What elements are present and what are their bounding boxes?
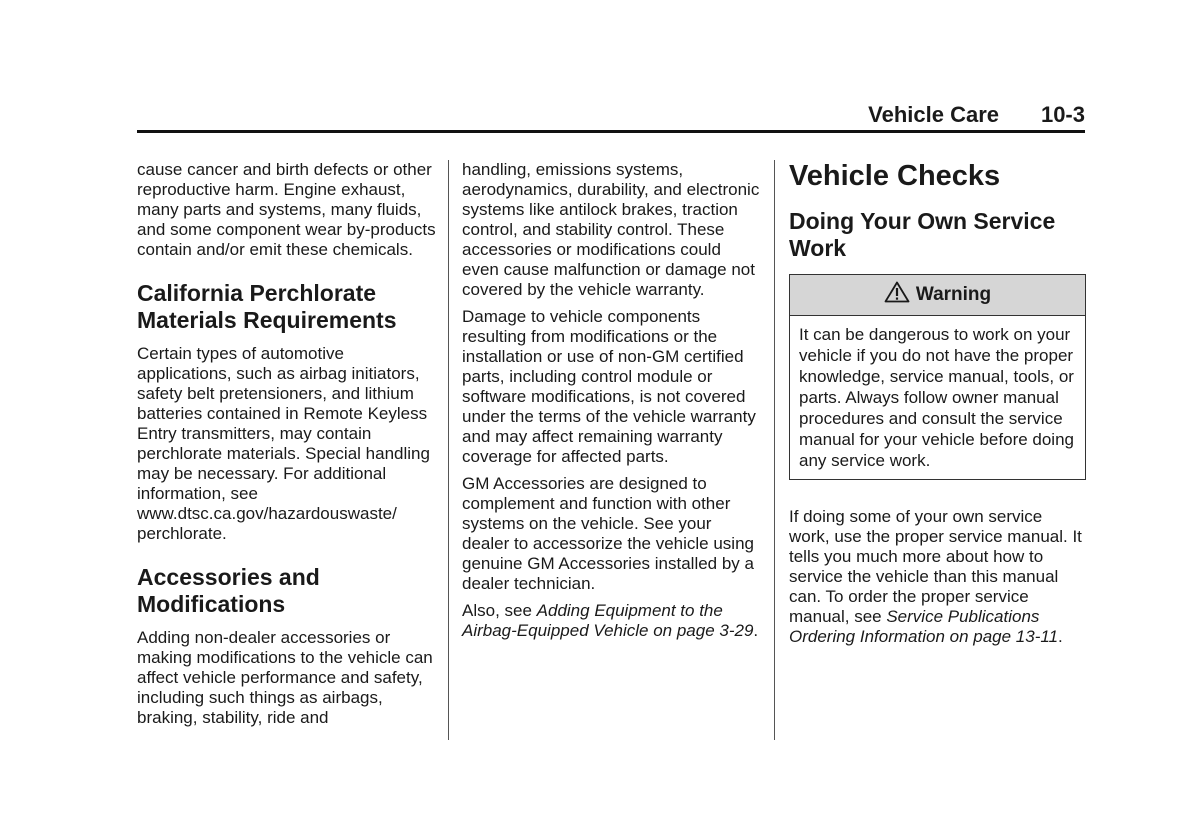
section-title: Vehicle Care (868, 102, 999, 127)
page-header (137, 100, 1085, 133)
cross-reference-link[interactable]: Service Publications Ordering Information on page 13-11 (789, 607, 1059, 646)
paragraph: GM Accessories are designed to complement and function with other systems on the vehicle. See your dealer to accessorize the vehicle using genuine GM Accessories installed by a dealer technician. (462, 474, 754, 593)
column-right (789, 160, 1086, 654)
warning-text: It can be dangerous to work on your vehicle if you do not have the proper knowledge, service manual, tools, or parts. Always follow owner manual procedures and consult the service manual for your vehicle before doing any service work. (799, 325, 1074, 470)
cross-reference-link[interactable]: Adding Equipment to the Airbag-Equipped Vehicle on page 3-29 (462, 601, 754, 640)
warning-box (789, 274, 1086, 480)
paragraph (462, 601, 762, 641)
paragraph: Adding non-dealer accessories or making modifications to the vehicle can affect vehicle performance and safety, including such things as airbags, braking, stability, ride and (137, 628, 433, 727)
column-left (137, 160, 437, 735)
paragraph: Damage to vehicle components resulting from modifications or the installation or use of non-GM certified parts, including control module or software modifications, is not covered under the terms of the vehicle warranty and may affect remaining warranty coverage for affected parts. (462, 307, 756, 466)
warning-body (790, 316, 1085, 479)
warning-triangle-icon (884, 281, 910, 309)
text: . (753, 621, 759, 640)
text: If doing some of your own service work, use the proper service manual. It tells you much more about how to service the vehicle than this manual can. To order the proper service manual, see (789, 507, 1082, 626)
heading-accessories: Accessories and Modifications (137, 564, 320, 617)
page-number: 10-3 (1040, 102, 1085, 127)
paragraph: cause cancer and birth defects or other reproductive harm. Engine exhaust, many parts and systems, many fluids, and some component wear by-products contain and/or emit these chemicals. (137, 160, 436, 259)
heading-perchlorate: California Perchlorate Materials Requirements (137, 280, 397, 333)
column-middle (462, 160, 762, 648)
warning-title: Warning (915, 284, 992, 305)
heading-vehicle-checks: Vehicle Checks (789, 160, 1001, 192)
column-divider (448, 160, 449, 740)
paragraph: Certain types of automotive applications, such as airbag initiators, safety belt pretensioners, and lithium batteries contained in Remote Keyless Entry transmitters, may contain perchlorate materials. Special handling may be necessary. For additional information, see www.dtsc.ca.gov/hazardouswaste/ perchlorate. (137, 344, 430, 543)
column-divider (774, 160, 775, 740)
paragraph (789, 507, 1086, 647)
paragraph: handling, emissions systems, aerodynamics, durability, and electronic systems like antilock brakes, traction control, and stability control. These accessories or modifications could even cause malfunction or damage not covered by the vehicle warranty. (462, 160, 760, 299)
warning-header (790, 275, 1085, 316)
heading-service-work: Doing Your Own Service Work (789, 208, 1056, 261)
text: Also, see (462, 601, 537, 620)
text: . (1058, 627, 1063, 646)
